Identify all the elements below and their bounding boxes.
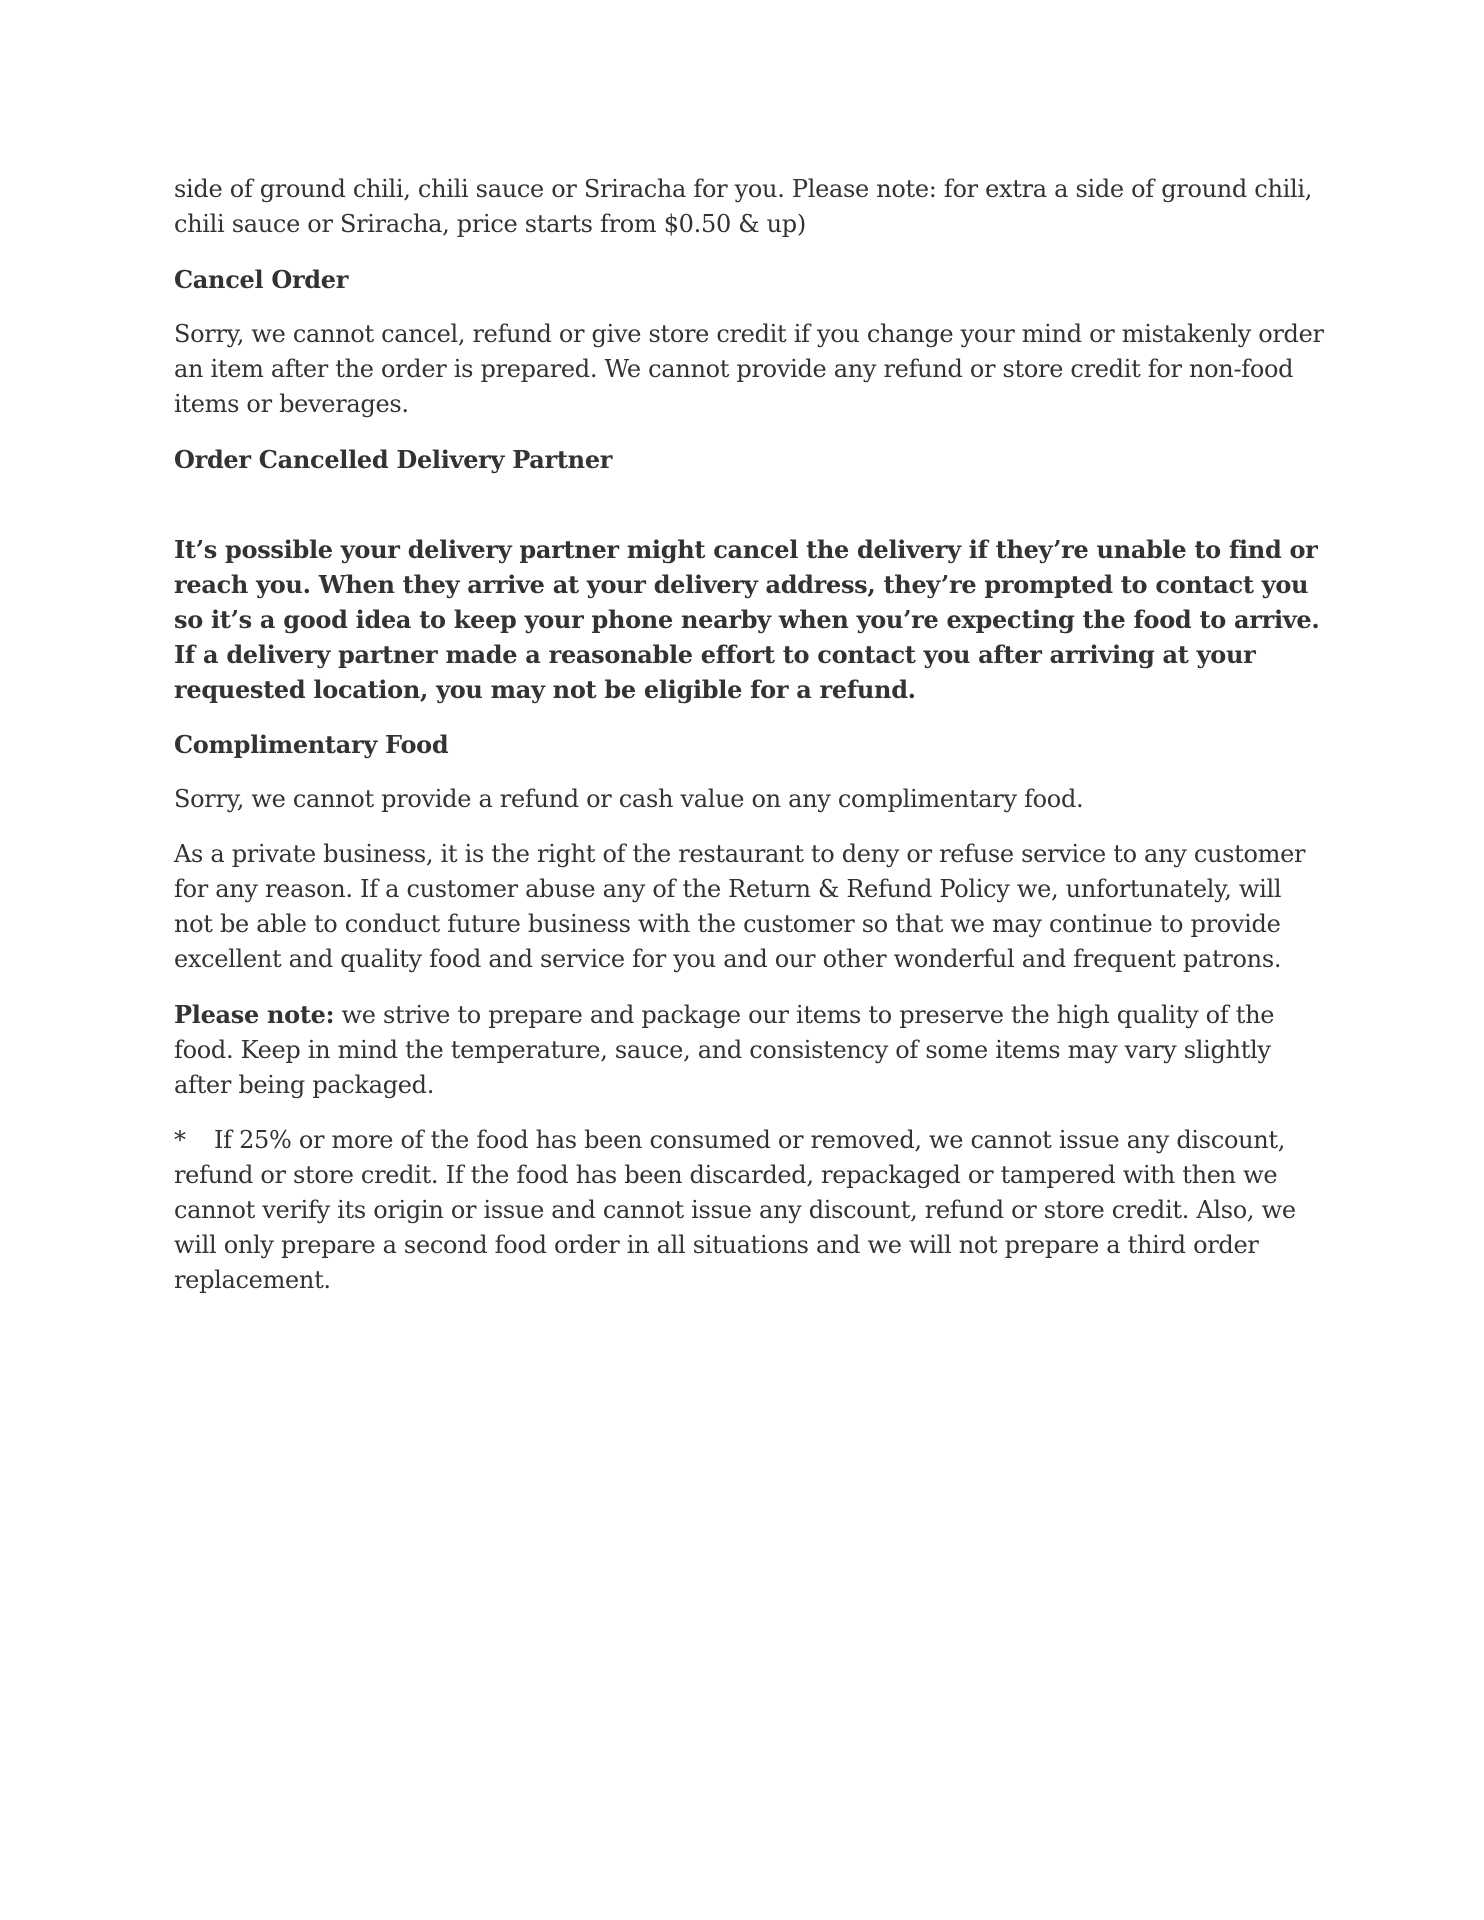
footnote-marker: * [174, 1126, 186, 1154]
complimentary-food-heading: Complimentary Food [174, 730, 449, 759]
order-cancelled-heading: Order Cancelled Delivery Partner [174, 445, 613, 474]
intro-continuation: side of ground chili, chili sauce or Sriracha for you. Please note: for extra a side of ground chili, chili sauce or Sriracha, price starts from $0.50 & up) [174, 175, 1313, 238]
cancel-order-heading: Cancel Order [174, 265, 349, 294]
please-note-text: we strive to prepare and package our items to preserve the high quality of the food. Keep in mind the temperature, sauce, and consistency of some items may vary slightly after being packaged. [174, 1001, 1275, 1099]
cancel-order-body: Sorry, we cannot cancel, refund or give store credit if you change your mind or mistakenly order an item after the order is prepared. We cannot provide any refund or store credit for non-food items or beverages. [174, 320, 1324, 418]
order-cancelled-body: It’s possible your delivery partner might cancel the delivery if they’re unable to find or reach you. When they arrive at your delivery address, they’re prompted to contact you so it’s a good idea to keep your phone nearby when you’re expecting the food to arrive. If a delivery partner made a reasonable effort to contact you after arriving at your requested location, you may not be eligible for a refund. [174, 535, 1320, 704]
footnote-text: If 25% or more of the food has been consumed or removed, we cannot issue any discount, refund or store credit. If the food has been discarded, repackaged or tampered with then we cannot verify its origin or issue and cannot issue any discount, refund or store credit. Also, we will only prepare a second food order in all situations and we will not prepare a third order replacement. [174, 1126, 1296, 1294]
complimentary-food-body: Sorry, we cannot provide a refund or cash value on any complimentary food. [174, 785, 1084, 813]
please-note-label: Please note: [174, 1000, 335, 1029]
document-page [174, 172, 1324, 1318]
please-note-paragraph [174, 997, 1324, 1103]
footnote-paragraph [174, 1123, 1324, 1298]
private-business-paragraph: As a private business, it is the right of the restaurant to deny or refuse service to any customer for any reason. If a customer abuse any of the Return & Refund Policy we, unfortunately, will not be able to conduct future business with the customer so that we may continue to provide excellent and quality food and service for you and our other wonderful and frequent patrons. [174, 840, 1306, 973]
